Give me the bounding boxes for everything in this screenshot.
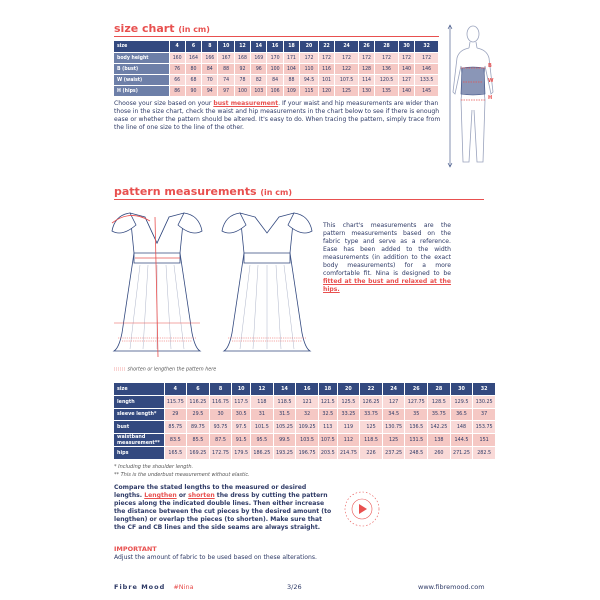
row-label-cell: H (hips) (114, 85, 169, 96)
value-cell: 106 (267, 85, 283, 96)
value-cell: 119 (337, 421, 360, 434)
header-size-cell: 6 (185, 41, 201, 52)
value-cell: 35.75 (428, 408, 451, 421)
value-cell: 129.5 (450, 396, 473, 409)
pattern-measurements-rule (114, 199, 484, 200)
footnote-shoulder: * Including the shoulder length. (114, 464, 194, 470)
value-cell: 118 (251, 396, 274, 409)
size-chart-title (114, 22, 210, 35)
size-note-part-a: Choose your size based on your (114, 100, 214, 107)
value-cell: 118.5 (273, 396, 296, 409)
header-size-cell: 30 (450, 383, 473, 396)
footnote-underbust: ** This is the underbust measurement without elastic. (114, 472, 250, 478)
header-size-cell: 20 (300, 41, 319, 52)
value-cell: 85.5 (187, 433, 210, 446)
value-cell: 136.5 (405, 421, 428, 434)
value-cell: 128.5 (428, 396, 451, 409)
value-cell: 99.5 (273, 433, 296, 446)
value-cell: 33.75 (360, 408, 383, 421)
header-size-cell: 26 (358, 41, 374, 52)
size-chart-title-text: size chart (114, 22, 175, 35)
value-cell: 30.5 (232, 408, 251, 421)
value-cell: 126.25 (360, 396, 383, 409)
value-cell: 82 (251, 74, 267, 85)
table-row (114, 446, 496, 459)
value-cell: 107.5 (335, 74, 359, 85)
value-cell: 84 (267, 74, 283, 85)
row-label-cell: bust (114, 421, 164, 434)
value-cell: 91.5 (232, 433, 251, 446)
dress-front-illustration (100, 203, 215, 363)
value-cell: 88 (218, 63, 234, 74)
size-note-part-b: . If your waist and hip measurements are wider than those in the size chart, check the waist and hip measurements in the chart below to see if there is enough ease or whether the pattern should be altered. It's easy to do. When tracing the pattern, simply trace from the line of one size to the line of the other. (114, 100, 441, 131)
value-cell: 97 (218, 85, 234, 96)
value-cell: 170 (267, 52, 283, 63)
header-size-cell: 8 (202, 41, 218, 52)
value-cell: 112 (337, 433, 360, 446)
value-cell: 116.25 (187, 396, 210, 409)
header-size-cell: 24 (335, 41, 359, 52)
value-cell: 31.5 (273, 408, 296, 421)
value-cell: 121 (296, 396, 319, 409)
value-cell: 186.25 (251, 446, 274, 459)
pattern-measurements-table (114, 383, 496, 459)
value-cell: 127 (398, 74, 414, 85)
header-size-cell: 16 (267, 41, 283, 52)
value-cell: 226 (360, 446, 383, 459)
row-label-cell: waistband measurement** (114, 433, 164, 446)
header-size-cell: 8 (209, 383, 232, 396)
header-size-cell: 22 (360, 383, 383, 396)
header-size-cell: 6 (187, 383, 210, 396)
value-cell: 32.5 (318, 408, 337, 421)
header-size-cell: 24 (382, 383, 405, 396)
dress-back-illustration (210, 203, 325, 363)
value-cell: 94 (202, 85, 218, 96)
value-cell: 96 (251, 63, 267, 74)
value-cell: 94.5 (300, 74, 319, 85)
legend-text: shorten or lengthen the pattern here (127, 367, 217, 373)
value-cell: 128 (358, 63, 374, 74)
value-cell: 122 (335, 63, 359, 74)
figure-label-h: H (488, 95, 493, 101)
value-cell: 160 (169, 52, 185, 63)
value-cell: 172 (300, 52, 319, 63)
value-cell: 107.5 (318, 433, 337, 446)
value-cell: 130 (358, 85, 374, 96)
fibre-mood-logo: Fibre Mood (114, 583, 166, 591)
value-cell: 87.5 (209, 433, 232, 446)
row-label-cell: length (114, 396, 164, 409)
pattern-description-text: This chart's measurements are the pattern measurements based on the fabric type and serve as a reference. Ease has been added to the width measurements (in addition to the exact body measurements) for a more comfortable fit. Nina is designed to be (323, 222, 451, 277)
pattern-description (323, 222, 451, 294)
value-cell: 167 (218, 52, 234, 63)
value-cell: 165.5 (164, 446, 187, 459)
header-size-cell: 28 (428, 383, 451, 396)
value-cell: 37 (473, 408, 496, 421)
value-cell: 103 (251, 85, 267, 96)
value-cell: 138 (428, 433, 451, 446)
value-cell: 164 (185, 52, 201, 63)
header-size-cell: 20 (337, 383, 360, 396)
row-label-cell: B (bust) (114, 63, 169, 74)
pattern-measurements-title (114, 185, 292, 198)
value-cell: 34.5 (382, 408, 405, 421)
value-cell: 172 (335, 52, 359, 63)
value-cell: 193.25 (273, 446, 296, 459)
value-cell: 115 (300, 85, 319, 96)
alteration-instructions (114, 484, 332, 532)
size-chart-rule (114, 36, 439, 37)
value-cell: 196.75 (296, 446, 319, 459)
value-cell: 140 (398, 63, 414, 74)
value-cell: 118.5 (360, 433, 383, 446)
play-video-icon[interactable] (342, 489, 382, 529)
value-cell: 104 (283, 63, 299, 74)
value-cell: 125 (335, 85, 359, 96)
value-cell: 93.75 (209, 421, 232, 434)
value-cell: 29 (164, 408, 187, 421)
value-cell: 120.5 (375, 74, 399, 85)
value-cell: 237.25 (382, 446, 405, 459)
size-chart-note (114, 100, 449, 132)
table-header-row (114, 41, 439, 52)
value-cell: 153.75 (473, 421, 496, 434)
table-row (114, 408, 496, 421)
value-cell: 83.5 (164, 433, 187, 446)
value-cell: 282.5 (473, 446, 496, 459)
figure-label-w: W (488, 78, 494, 84)
value-cell: 68 (185, 74, 201, 85)
pattern-tag: #Nina (173, 583, 194, 591)
value-cell: 130.25 (473, 396, 496, 409)
value-cell: 97.5 (232, 421, 251, 434)
value-cell: 32 (296, 408, 319, 421)
value-cell: 115.75 (164, 396, 187, 409)
value-cell: 168 (234, 52, 250, 63)
value-cell: 172 (415, 52, 439, 63)
table-row (114, 74, 439, 85)
value-cell: 35 (405, 408, 428, 421)
row-label-cell: sleeve length* (114, 408, 164, 421)
value-cell: 271.25 (450, 446, 473, 459)
value-cell: 127 (382, 396, 405, 409)
header-size-cell: 12 (234, 41, 250, 52)
value-cell: 101 (318, 74, 334, 85)
value-cell: 248.5 (405, 446, 428, 459)
value-cell: 131.5 (405, 433, 428, 446)
header-size-cell: 32 (473, 383, 496, 396)
value-cell: 101.5 (251, 421, 274, 434)
value-cell: 29.5 (187, 408, 210, 421)
value-cell: 169 (251, 52, 267, 63)
double-line-icon (114, 367, 126, 371)
table-row (114, 85, 439, 96)
figure-label-b: B (488, 63, 492, 69)
table-row (114, 63, 439, 74)
value-cell: 146 (415, 63, 439, 74)
important-text: Adjust the amount of fabric to be used based on these alterations. (114, 554, 317, 561)
header-size-cell: 4 (169, 41, 185, 52)
value-cell: 84 (202, 63, 218, 74)
value-cell: 145 (415, 85, 439, 96)
row-label-cell: hips (114, 446, 164, 459)
value-cell: 148 (450, 421, 473, 434)
header-size-cell: 32 (415, 41, 439, 52)
alteration-text-b: the dress by cutting the pattern pieces along the indicated double lines. Then either increase the distance between the cut pieces by the desired amount (to lengthen) or overlap the pieces (to shorten). Make sure that the CF and CB lines and the side seams are always straight. (114, 492, 332, 531)
value-cell: 172 (358, 52, 374, 63)
value-cell: 70 (202, 74, 218, 85)
body-figure-illustration (445, 22, 505, 172)
value-cell: 30 (209, 408, 232, 421)
shorten-lengthen-legend (114, 367, 216, 373)
header-label-cell: size (114, 383, 164, 396)
lengthen-link[interactable]: Lengthen (144, 492, 177, 499)
value-cell: 135 (375, 85, 399, 96)
size-chart-unit: (in cm) (178, 25, 210, 34)
value-cell: 113 (318, 421, 337, 434)
value-cell: 172.75 (209, 446, 232, 459)
table-row (114, 433, 496, 446)
pattern-description-highlight: fitted at the bust and relaxed at the hips. (323, 278, 451, 293)
pattern-title-text: pattern measurements (114, 185, 257, 198)
value-cell: 169.25 (187, 446, 210, 459)
website-url[interactable]: www.fibremood.com (418, 583, 485, 591)
value-cell: 144.5 (450, 433, 473, 446)
header-size-cell: 10 (218, 41, 234, 52)
value-cell: 89.75 (187, 421, 210, 434)
value-cell: 120 (318, 85, 334, 96)
value-cell: 171 (283, 52, 299, 63)
value-cell: 110 (300, 63, 319, 74)
header-size-cell: 4 (164, 383, 187, 396)
table-row (114, 421, 496, 434)
value-cell: 130.75 (382, 421, 405, 434)
value-cell: 78 (234, 74, 250, 85)
header-size-cell: 26 (405, 383, 428, 396)
value-cell: 85.75 (164, 421, 187, 434)
table-row (114, 396, 496, 409)
value-cell: 133.5 (415, 74, 439, 85)
value-cell: 105.25 (273, 421, 296, 434)
header-size-cell: 12 (251, 383, 274, 396)
table-header-row (114, 383, 496, 396)
value-cell: 109.25 (296, 421, 319, 434)
value-cell: 127.75 (405, 396, 428, 409)
header-size-cell: 14 (273, 383, 296, 396)
value-cell: 114 (358, 74, 374, 85)
value-cell: 151 (473, 433, 496, 446)
value-cell: 125.5 (337, 396, 360, 409)
header-size-cell: 18 (283, 41, 299, 52)
value-cell: 76 (169, 63, 185, 74)
value-cell: 136 (375, 63, 399, 74)
value-cell: 88 (283, 74, 299, 85)
value-cell: 166 (202, 52, 218, 63)
value-cell: 74 (218, 74, 234, 85)
pattern-unit: (in cm) (260, 188, 292, 197)
bust-measurement-link[interactable]: bust measurement (213, 100, 279, 107)
value-cell: 172 (318, 52, 334, 63)
value-cell: 203.5 (318, 446, 337, 459)
row-label-cell: W (waist) (114, 74, 169, 85)
table-row (114, 52, 439, 63)
value-cell: 140 (398, 85, 414, 96)
value-cell: 260 (428, 446, 451, 459)
value-cell: 100 (267, 63, 283, 74)
value-cell: 142.25 (428, 421, 451, 434)
header-label-cell: size (114, 41, 169, 52)
value-cell: 172 (375, 52, 399, 63)
value-cell: 116 (318, 63, 334, 74)
value-cell: 121.5 (318, 396, 337, 409)
value-cell: 80 (185, 63, 201, 74)
important-title: IMPORTANT (114, 545, 157, 553)
header-size-cell: 16 (296, 383, 319, 396)
value-cell: 116.75 (209, 396, 232, 409)
header-size-cell: 14 (251, 41, 267, 52)
header-size-cell: 28 (375, 41, 399, 52)
value-cell: 33.25 (337, 408, 360, 421)
value-cell: 100 (234, 85, 250, 96)
value-cell: 103.5 (296, 433, 319, 446)
value-cell: 179.5 (232, 446, 251, 459)
value-cell: 125 (382, 433, 405, 446)
size-chart-table (114, 41, 439, 96)
header-size-cell: 22 (318, 41, 334, 52)
value-cell: 95.5 (251, 433, 274, 446)
value-cell: 86 (169, 85, 185, 96)
value-cell: 90 (185, 85, 201, 96)
value-cell: 214.75 (337, 446, 360, 459)
value-cell: 36.5 (450, 408, 473, 421)
header-size-cell: 18 (318, 383, 337, 396)
value-cell: 109 (283, 85, 299, 96)
value-cell: 117.5 (232, 396, 251, 409)
page-number: 3/26 (287, 583, 302, 591)
header-size-cell: 10 (232, 383, 251, 396)
alteration-text-a: Compare the stated lengths to the measured or desired lengths. (114, 484, 307, 499)
value-cell: 31 (251, 408, 274, 421)
footer-brand-block (114, 583, 194, 591)
value-cell: 125 (360, 421, 383, 434)
row-label-cell: body height (114, 52, 169, 63)
shorten-link[interactable]: shorten (188, 492, 215, 499)
value-cell: 172 (398, 52, 414, 63)
value-cell: 92 (234, 63, 250, 74)
header-size-cell: 30 (398, 41, 414, 52)
value-cell: 66 (169, 74, 185, 85)
alteration-or: or (176, 492, 189, 499)
